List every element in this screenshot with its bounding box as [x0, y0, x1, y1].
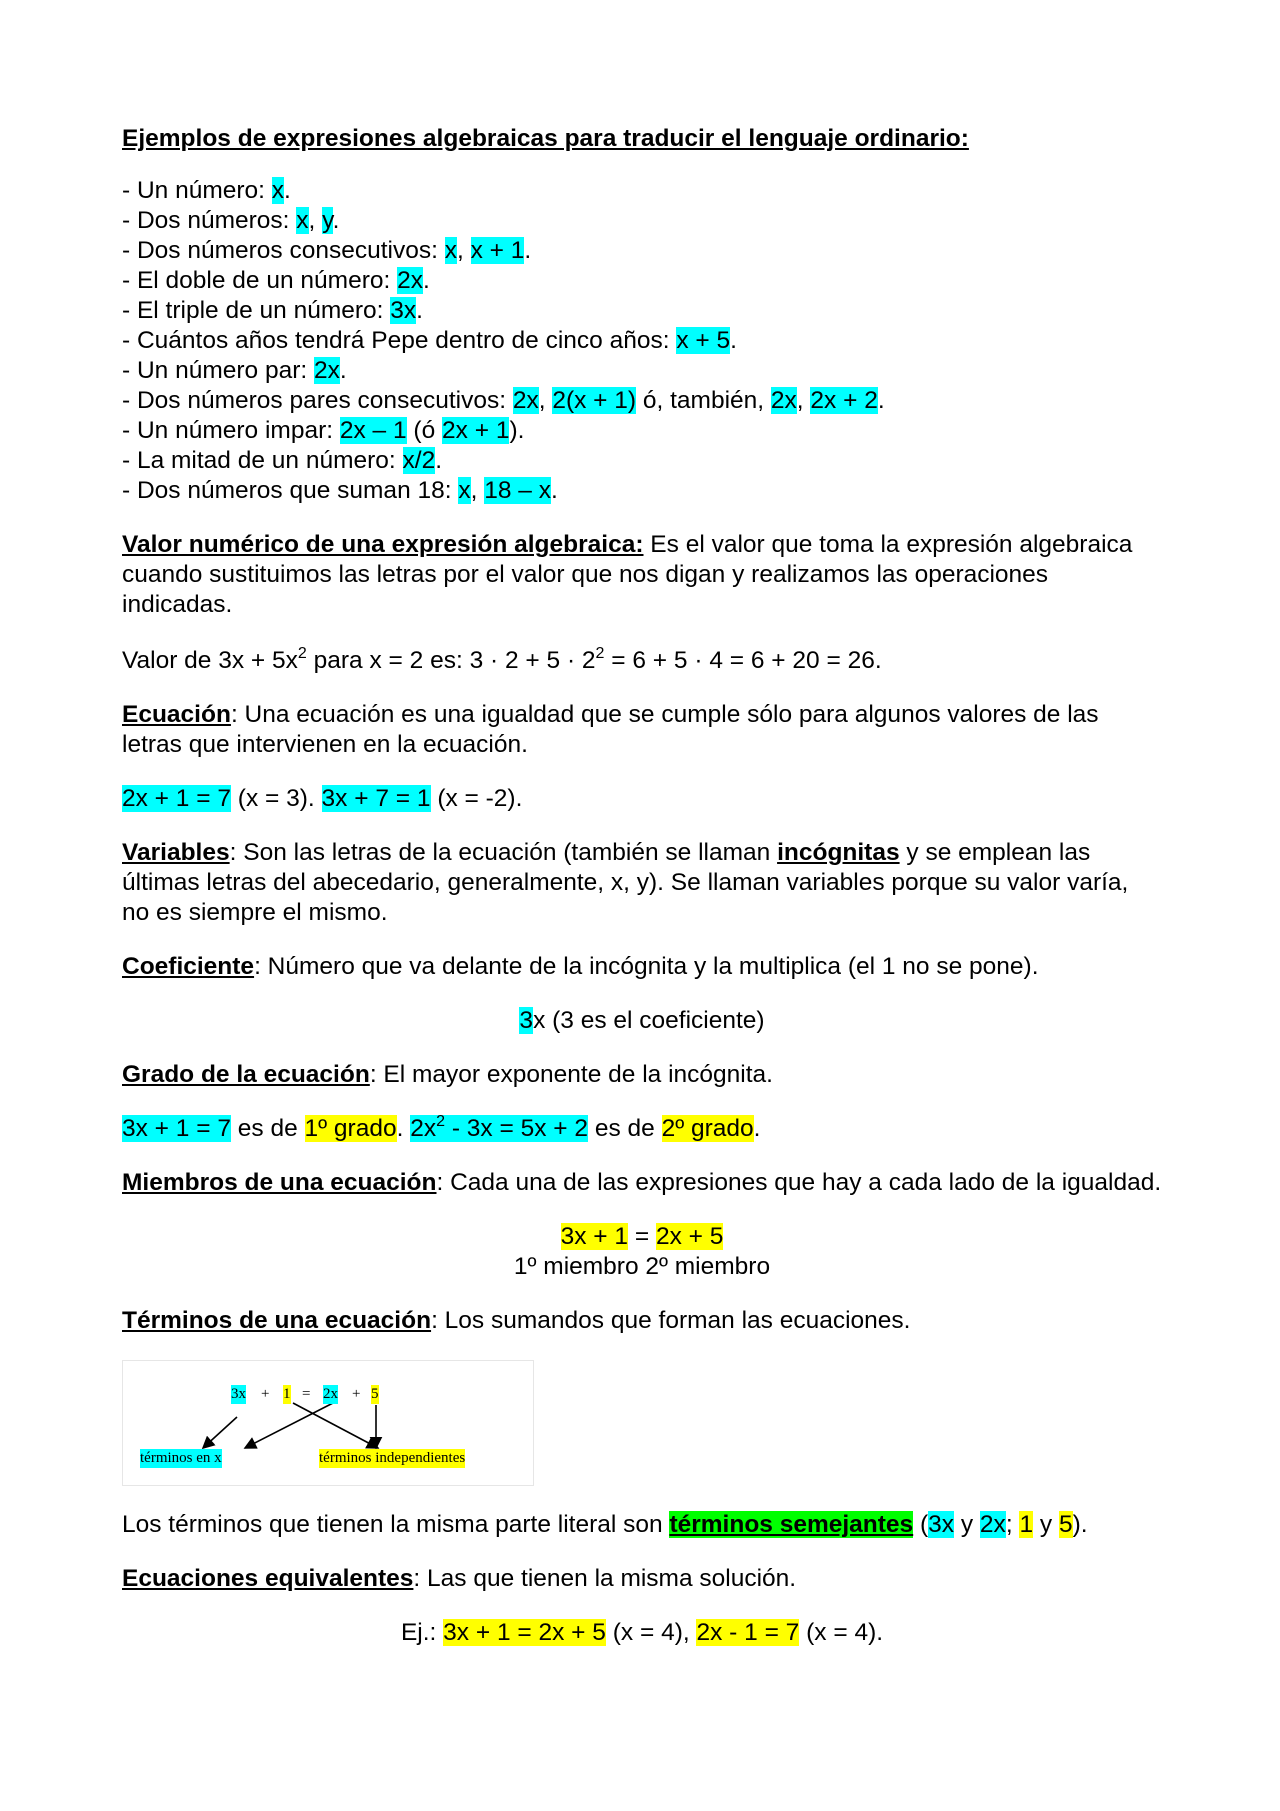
semejantes-a: Los términos que tienen la misma parte literal son [122, 1511, 670, 1538]
example-punctuation: , [456, 237, 471, 264]
highlighted-expression: 2x [512, 387, 539, 414]
semejantes-c: ; [1005, 1511, 1020, 1538]
grado-eq2 [410, 1115, 588, 1142]
example-label: - Un número impar: [122, 417, 340, 444]
diagram-term-2x: 2x [323, 1386, 338, 1402]
semejantes-y1: y [954, 1511, 980, 1538]
miembros-example [122, 1222, 1162, 1252]
valor-numerico-term: Valor numérico de una expresión algebraica: [122, 531, 644, 558]
variables-desc-b: y se emplean las últimas letras del abecedario, generalmente, x, y). Se llaman variables porque su valor varía, no es siempre el mismo. [122, 839, 1129, 926]
semejantes-b: ( [913, 1511, 929, 1538]
coeficiente-example-coef: 3 [519, 1007, 534, 1034]
example-label: - Dos números pares consecutivos: [122, 387, 513, 414]
semejantes-paragraph [122, 1510, 1162, 1540]
highlighted-expression: 3x [390, 297, 417, 324]
example-punctuation: . [551, 477, 558, 504]
valor-example-sup1: 2 [297, 645, 307, 662]
example-punctuation: . [284, 177, 291, 204]
valor-example-c: = 6 + 5 · 4 = 6 + 20 = 26. [604, 647, 882, 674]
example-label: - Un número: [122, 177, 272, 204]
highlighted-expression: 2x + 1 [442, 417, 510, 444]
ecuacion-example-1-sol: (x = 3). [230, 785, 322, 812]
grado-term: Grado de la ecuación [122, 1061, 370, 1088]
highlighted-expression: x/2 [402, 447, 436, 474]
ecuacion-term: Ecuación [122, 701, 231, 728]
example-punctuation: . [332, 207, 340, 234]
highlighted-expression: 2x [770, 387, 797, 414]
page-title: Ejemplos de expresiones algebraicas para traducir el lenguaje ordinario: [122, 125, 969, 152]
valor-numerico-example [122, 646, 1162, 676]
grado-desc: : El mayor exponente de la incógnita. [369, 1061, 773, 1088]
diagram-plus-1: + [261, 1386, 270, 1402]
highlighted-expression: y [322, 207, 333, 234]
variables-term: Variables [122, 839, 230, 866]
grado-second: 2º grado [661, 1115, 754, 1142]
example-line [122, 446, 1162, 476]
diagram-label-terminos-independientes: términos independientes [319, 1450, 466, 1466]
example-line [122, 266, 1162, 296]
miembros-equals: = [628, 1223, 656, 1250]
variables-paragraph [122, 838, 1162, 928]
example-label: - Un número par: [122, 357, 314, 384]
grado-examples [122, 1114, 1162, 1144]
example-line [122, 416, 1162, 446]
grado-eq2-sup: 2 [436, 1113, 446, 1130]
semejantes-2x: 2x [979, 1511, 1006, 1538]
terminos-paragraph [122, 1306, 1162, 1336]
example-label: - Dos números: [122, 207, 297, 234]
example-punctuation: , [796, 387, 811, 414]
highlighted-expression: 2x [397, 267, 424, 294]
example-line [122, 176, 1162, 206]
example-punctuation: . [416, 297, 423, 324]
equivalentes-eq1: 3x + 1 = 2x + 5 [443, 1619, 606, 1646]
terminos-diagram [122, 1360, 534, 1486]
semejantes-d: ). [1072, 1511, 1088, 1538]
coeficiente-example [122, 1006, 1162, 1036]
miembros-term: Miembros de una ecuación [122, 1169, 437, 1196]
highlighted-expression: 2(x + 1) [552, 387, 637, 414]
variables-desc-a: : Son las letras de la ecuación (también se llaman [229, 839, 778, 866]
ecuacion-example-2-sol: (x = -2). [430, 785, 523, 812]
highlighted-expression: x [444, 237, 457, 264]
example-punctuation: . [877, 387, 885, 414]
coeficiente-term: Coeficiente [122, 953, 255, 980]
ecuacion-examples [122, 784, 1162, 814]
diagram-term-5: 5 [371, 1386, 379, 1402]
example-label: - Dos números que suman 18: [122, 477, 459, 504]
equivalentes-sol1: (x = 4), [605, 1619, 697, 1646]
miembros-desc: : Cada una de las expresiones que hay a cada lado de la igualdad. [436, 1169, 1162, 1196]
diagram-term-1: 1 [283, 1386, 291, 1402]
grado-eq2-a: 2x [410, 1115, 437, 1142]
equivalentes-example [122, 1618, 1162, 1648]
example-label: - La mitad de un número: [122, 447, 403, 474]
ecuacion-example-2: 3x + 7 = 1 [321, 785, 431, 812]
terminos-desc: : Los sumandos que forman las ecuaciones. [431, 1307, 911, 1334]
equivalentes-term: Ecuaciones equivalentes [122, 1565, 414, 1592]
grado-es-de-1: es de [230, 1115, 305, 1142]
example-label: - El triple de un número: [122, 297, 391, 324]
example-line [122, 326, 1162, 356]
highlighted-expression: 2x [314, 357, 340, 384]
equivalentes-desc: : Las que tienen la misma solución. [413, 1565, 797, 1592]
miembro-2: 2x + 5 [655, 1223, 724, 1250]
example-line [122, 236, 1162, 266]
example-punctuation: . [339, 357, 347, 384]
grado-paragraph [122, 1060, 1162, 1090]
highlighted-expression: x + 1 [470, 237, 525, 264]
example-punctuation: . [423, 267, 430, 294]
ecuacion-desc: : Una ecuación es una igualdad que se cumple sólo para algunos valores de las letras que intervienen en la ecuación. [122, 701, 1099, 758]
ecuacion-paragraph [122, 700, 1162, 760]
highlighted-expression: x [296, 207, 309, 234]
valor-example-b: para x = 2 es: 3 · 2 + 5 · 2 [306, 647, 596, 674]
diagram-plus-2: + [352, 1386, 361, 1402]
ecuacion-example-1: 2x + 1 = 7 [122, 785, 231, 812]
incognitas-term: incógnitas [777, 839, 900, 866]
miembro-1: 3x + 1 [560, 1223, 629, 1250]
semejantes-y2: y [1033, 1511, 1059, 1538]
example-label: - Dos números consecutivos: [122, 237, 445, 264]
semejantes-1: 1 [1019, 1511, 1034, 1538]
example-punctuation: ). [509, 417, 525, 444]
example-line [122, 386, 1162, 416]
example-line [122, 356, 1162, 386]
grado-sep: . [396, 1115, 411, 1142]
document-content [122, 124, 1162, 1648]
example-punctuation: . [524, 237, 532, 264]
diagram-term-3x: 3x [231, 1386, 246, 1402]
examples-list [122, 176, 1162, 506]
example-line [122, 206, 1162, 236]
example-punctuation: (ó [406, 417, 443, 444]
highlighted-expression: x + 5 [676, 327, 731, 354]
semejantes-3x: 3x [928, 1511, 955, 1538]
highlighted-expression: 18 – x [484, 477, 551, 504]
example-label: - Cuántos años tendrá Pepe dentro de cinco años: [122, 327, 677, 354]
semejantes-5: 5 [1058, 1511, 1073, 1538]
valor-example-sup2: 2 [595, 645, 605, 662]
equivalentes-paragraph [122, 1564, 1162, 1594]
valor-example-a: Valor de 3x + 5x [122, 647, 298, 674]
arrow-2x-to-terminos-x [245, 1403, 333, 1448]
valor-numerico-paragraph [122, 530, 1162, 620]
arrow-3x-to-terminos-x [203, 1417, 237, 1448]
grado-end: . [753, 1115, 761, 1142]
highlighted-expression: x [458, 477, 471, 504]
example-punctuation: ó, también, [636, 387, 771, 414]
coeficiente-paragraph [122, 952, 1162, 982]
example-line [122, 296, 1162, 326]
highlighted-expression: x [271, 177, 285, 204]
equivalentes-eq2: 2x - 1 = 7 [696, 1619, 800, 1646]
miembros-labels: 1º miembro 2º miembro [513, 1253, 771, 1280]
example-line [122, 476, 1162, 506]
example-punctuation: , [538, 387, 553, 414]
example-label: - El doble de un número: [122, 267, 398, 294]
semejantes-term: términos semejantes [669, 1511, 914, 1538]
equivalentes-sol2: (x = 4). [799, 1619, 884, 1646]
example-punctuation: . [435, 447, 443, 474]
arrow-1-to-terminos-ind [293, 1403, 378, 1448]
example-punctuation: . [730, 327, 737, 354]
grado-eq2-b: - 3x = 5x + 2 [445, 1115, 589, 1142]
grado-es-de-2: es de [588, 1115, 662, 1142]
highlighted-expression: 2x – 1 [339, 417, 407, 444]
diagram-equals: = [302, 1386, 311, 1402]
terminos-term: Términos de una ecuación [122, 1307, 432, 1334]
example-punctuation: , [470, 477, 485, 504]
valor-numerico-desc: Es el valor que toma la expresión algebraica cuando sustituimos las letras por el valor que nos digan y realizamos las operaciones indicadas. [122, 531, 1133, 618]
diagram-label-terminos-x: términos en x [140, 1450, 222, 1466]
miembros-paragraph [122, 1168, 1162, 1198]
grado-first: 1º grado [304, 1115, 397, 1142]
coeficiente-example-rest: x (3 es el coeficiente) [533, 1007, 765, 1034]
coeficiente-desc: : Número que va delante de la incógnita y la multiplica (el 1 no se pone). [254, 953, 1039, 980]
equivalentes-ej: Ej.: [400, 1619, 444, 1646]
grado-eq1: 3x + 1 = 7 [122, 1115, 231, 1142]
example-punctuation: , [308, 207, 323, 234]
highlighted-expression: 2x + 2 [810, 387, 878, 414]
